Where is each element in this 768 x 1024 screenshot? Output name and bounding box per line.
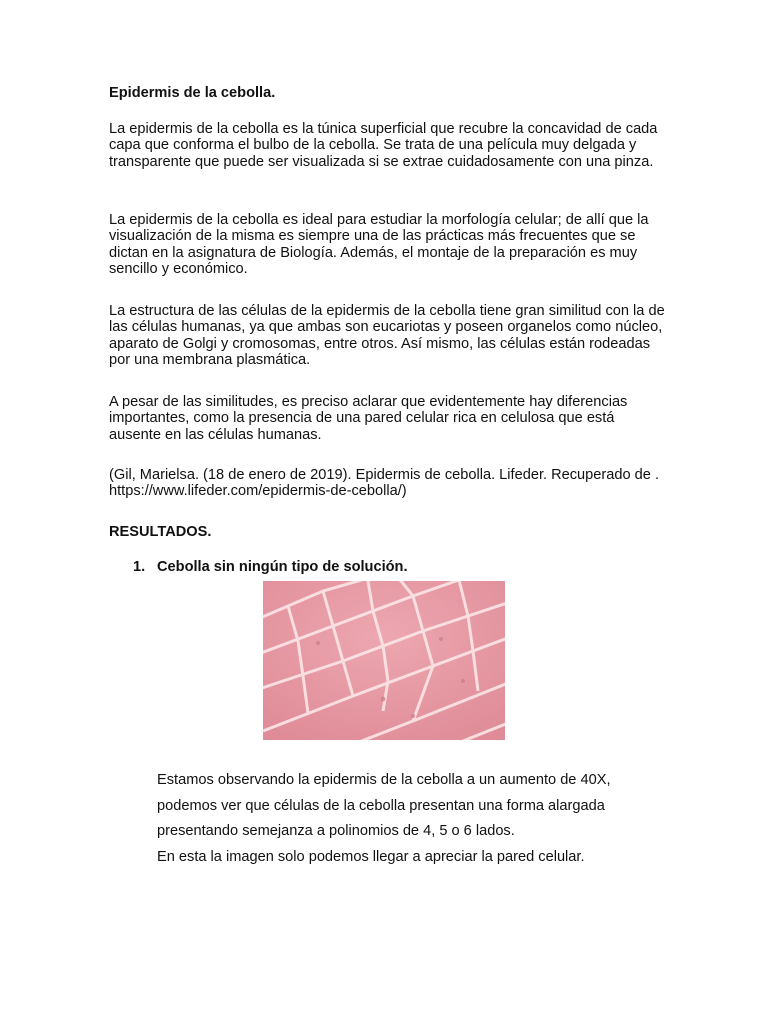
observation-line: podemos ver que células de la cebolla presentan una forma alargada <box>157 798 605 814</box>
onion-cells-micrograph <box>263 581 505 740</box>
list-item <box>133 559 408 575</box>
paragraph-structure: La estructura de las células de la epidermis de la cebolla tiene gran similitud con la de las células humanas, ya que ambas son eucariotas y poseen organelos como núcleo, aparato de Golgi y cromosomas, entre otros. Así mismo, las células están rodeadas por una membrana plasmática. <box>109 303 665 369</box>
results-heading: RESULTADOS. <box>109 524 212 540</box>
observation-line: presentando semejanza a polinomios de 4, 5 o 6 lados. <box>157 823 515 839</box>
paragraph-citation: (Gil, Marielsa. (18 de enero de 2019). Epidermis de cebolla. Lifeder. Recuperado de . https://www.lifeder.com/epidermis-de-cebolla/) <box>109 467 660 500</box>
list-item-label: Cebolla sin ningún tipo de solución. <box>157 559 408 575</box>
paragraph-definition: La epidermis de la cebolla es la túnica superficial que recubre la concavidad de cada capa que conforma el bulbo de la cebolla. Se trata de una película muy delgada y transparente que puede ser visualizada si se extrae cuidadosamente con una pinza. <box>109 121 658 170</box>
microscope-image <box>263 581 505 740</box>
paragraph-differences: A pesar de las similitudes, es preciso aclarar que evidentemente hay diferencias importantes, como la presencia de una pared celular rica en celulosa que está ausente en las células humanas. <box>109 394 628 443</box>
observation-line: En esta la imagen solo podemos llegar a apreciar la pared celular. <box>157 849 585 865</box>
paragraph-morphology: La epidermis de la cebolla es ideal para estudiar la morfología celular; de allí que la visualización de la misma es siempre una de las prácticas más frecuentes que se dictan en la asignatura de Biología. Además, el montaje de la preparación es muy sencillo y económico. <box>109 212 649 278</box>
document-title: Epidermis de la cebolla. <box>109 85 276 101</box>
list-item-number: 1. <box>133 559 146 575</box>
observation-line: Estamos observando la epidermis de la cebolla a un aumento de 40X, <box>157 772 611 788</box>
